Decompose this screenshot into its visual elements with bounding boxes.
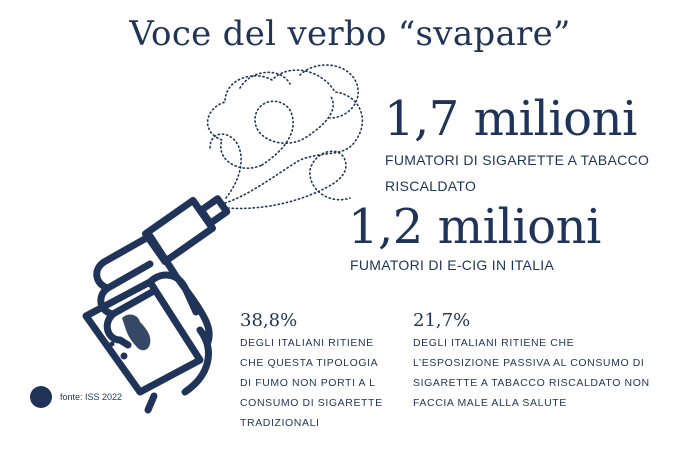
- smoke-cloud-icon: [208, 65, 363, 208]
- stat-value-tobacco: 1,7 milioni: [384, 91, 637, 147]
- stat-value-ecig: 1,2 milioni: [348, 199, 601, 255]
- stat-caption-ecig: FUMATORI DI E-CIG IN ITALIA: [350, 257, 555, 273]
- source-note: fonte: ISS 2022: [60, 392, 123, 402]
- hand-holding-vape-icon: [86, 199, 227, 410]
- percentage-caption-1: DEGLI ITALIANI RITIENE CHE QUESTA TIPOLOGIA DI FUMO NON PORTI A L CONSUMO DI SIGARETTE TRADIZIONALI: [240, 337, 383, 429]
- source-dot-icon: [30, 386, 52, 408]
- percentage-value-1: 38,8%: [240, 310, 298, 331]
- page-title: Voce del verbo “svapare”: [129, 14, 571, 54]
- percentage-value-2: 21,7%: [413, 310, 471, 331]
- percentage-caption-2: DEGLI ITALIANI RITIENE CHE L’ESPOSIZIONE PASSIVA AL CONSUMO DI SIGARETTE A TABACCO RISCALDATO NON FACCIA MALE ALLA SALUTE: [413, 337, 650, 409]
- stat-caption-tobacco: FUMATORI DI SIGARETTE A TABACCO RISCALDATO: [385, 152, 650, 194]
